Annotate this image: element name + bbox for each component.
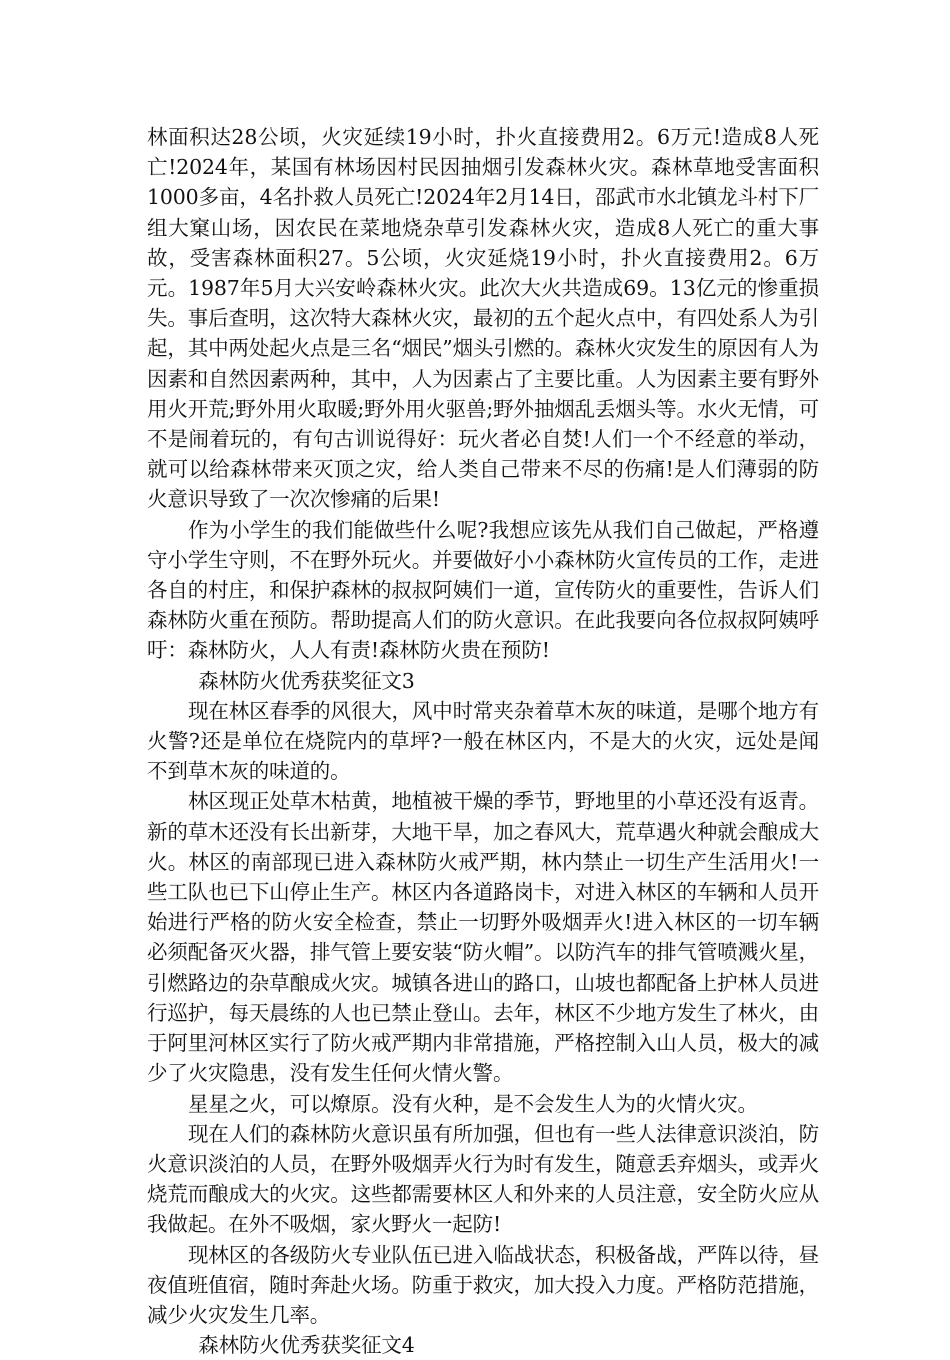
body-paragraph: 现林区的各级防火专业队伍已进入临战状态，积极备战，严阵以待，昼夜值班值宿，随时奔赴火场。防重于救灾，加大投入力度。严格防范措施，减少火灾发生几率。	[147, 1242, 819, 1327]
body-paragraph: 作为小学生的我们能做些什么呢?我想应该先从我们自己做起，严格遵守小学生守则，不在野外玩火。并要做好小小森林防火宣传员的工作，走进各自的村庄，和保护森林的叔叔阿姨们一道，宣传防火的重要性，告诉人们森林防火重在预防。帮助提高人们的防火意识。在此我要向各位叔叔阿姨呼吁：森林防火，人人有责!森林防火贵在预防!	[147, 517, 819, 663]
body-paragraph: 林区现正处草木枯黄，地植被干燥的季节，野地里的小草还没有返青。新的草木还没有长出新芽，大地干旱，加之春风大，荒草遇火种就会酿成大火。林区的南部现已进入森林防火戒严期，林内禁止一切生产生活用火!一些工队也已下山停止生产。林区内各道路岗卡，对进入林区的车辆和人员开始进行严格的防火安全检查，禁止一切野外吸烟弄火!进入林区的一切车辆必须配备灭火器，排气管上要安装“防火帽”。以防汽车的排气管喷溅火星，引燃路边的杂草酿成火灾。城镇各进山的路口，山坡也都配备上护林人员进行巡护，每天晨练的人也已禁止登山。去年，林区不少地方发生了林火，由于阿里河林区实行了防火戒严期内非常措施，严格控制入山人员，极大的减少了火灾隐患，没有发生任何火情火警。	[147, 789, 819, 1086]
body-paragraph: 林面积达28公顷，火灾延续19小时，扑火直接费用2。6万元!造成8人死亡!2024年，某国有林场因村民因抽烟引发森林火灾。森林草地受害面积1000多亩，4名扑救人员死亡!2024年2月14日，邵武市水北镇龙斗村下厂组大窠山场，因农民在菜地烧杂草引发森林火灾，造成8人死亡的重大事故，受害森林面积27。5公顷，火灾延烧19小时，扑火直接费用2。6万元。1987年5月大兴安岭森林火灾。此次大火共造成69。13亿元的惨重损失。事后查明，这次特大森林火灾，最初的五个起火点中，有四处系人为引起，其中两处起火点是三名“烟民”烟头引燃的。森林火灾发生的原因有人为因素和自然因素两种，其中，人为因素占了主要比重。人为因素主要有野外用火开荒;野外用火取暖;野外用火驱兽;野外抽烟乱丢烟头等。水火无情，可不是闹着玩的，有句古训说得好：玩火者必自焚!人们一个不经意的举动，就可以给森林带来灭顶之灾，给人类自己带来不尽的伤痛!是人们薄弱的防火意识导致了一次次惨痛的后果!	[147, 125, 819, 512]
document-page	[147, 122, 819, 1360]
body-paragraph: 现在林区春季的风很大，风中时常夹杂着草木灰的味道，是哪个地方有火警?还是单位在烧院内的草坪?一般在林区内，不是大的火灾，远处是闻不到草木灰的味道的。	[147, 698, 819, 784]
section-heading: 森林防火优秀获奖征文3	[198, 668, 415, 693]
section-heading: 森林防火优秀获奖征文4	[198, 1333, 415, 1358]
body-paragraph: 星星之火，可以燎原。没有火种，是不会发生人为的火情火灾。	[188, 1091, 758, 1116]
body-paragraph: 现在人们的森林防火意识虽有所加强，但也有一些人法律意识淡泊，防火意识淡泊的人员，在野外吸烟弄火行为时有发生，随意丢弃烟头，或弄火烧荒而酿成大的火灾。这些都需要林区人和外来的人员注意，安全防火应从我做起。在外不吸烟，家火野火一起防!	[147, 1121, 819, 1237]
